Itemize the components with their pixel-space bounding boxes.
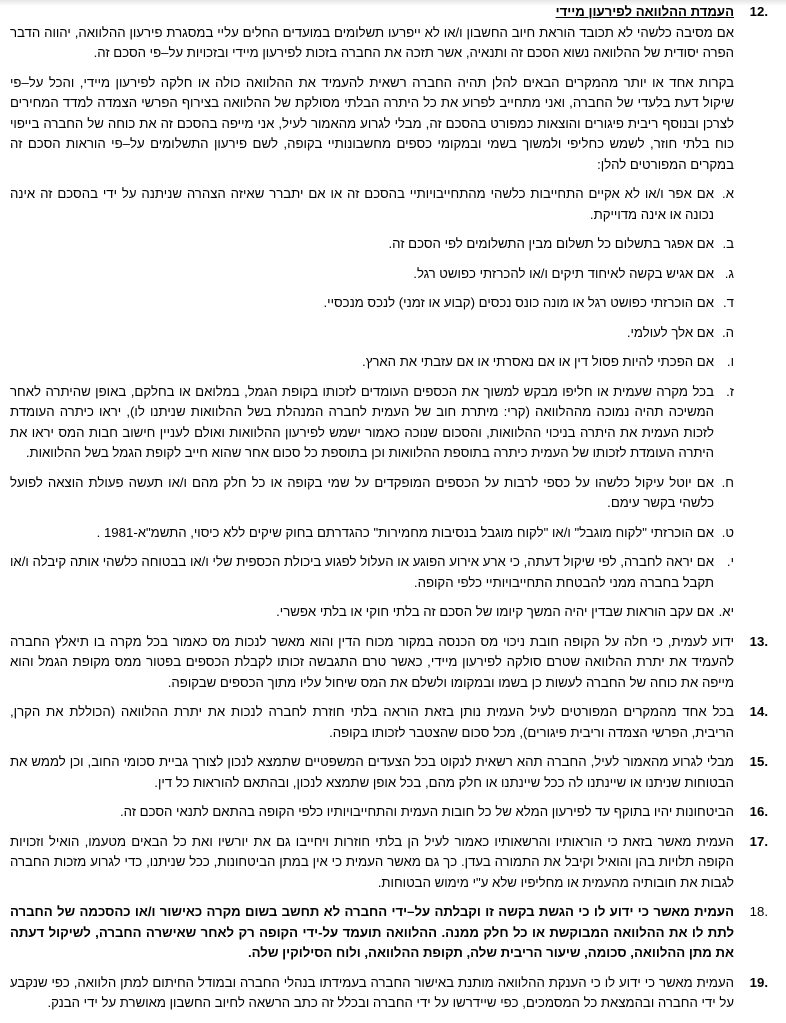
list-item-marker: ב. bbox=[722, 236, 734, 251]
list-item-marker: י. bbox=[726, 554, 734, 569]
section-14 bbox=[10, 702, 768, 743]
list-item-text: אם הוכרזתי "לקוח מוגבל" ו/או "לקוח מוגבל בנסיבות מחמירות" כהגדרתם בחוק שיקים ללא כיסוי, התשמ"א-1981 . bbox=[96, 524, 714, 540]
list-item bbox=[10, 473, 734, 514]
list-item bbox=[10, 523, 734, 544]
list-item-text: אם הפכתי להיות פסול דין או אם נאסרתי או אם עזבתי את הארץ. bbox=[362, 354, 714, 369]
document-page bbox=[10, 2, 768, 1023]
list-item-text: אם אפגר בתשלום כל תשלום מבין התשלומים לפי הסכם זה. bbox=[388, 236, 714, 251]
section-text: מבלי לגרוע מהאמור לעיל, החברה תהא רשאית לנקוט בכל הצעדים המשפטיים שתמצא לנכון לצורך גביית סכומי החוב, וכן לממש את הבטוחות שניתנו או שיינתנו לה ככל שיינתנו או חלק מהם, בכל אופן שתמצא לנכון, ובהתאם להוראות כל דין. bbox=[10, 754, 734, 790]
section-number: 16. bbox=[749, 804, 768, 819]
section-text: העמית מאשר כי ידוע לו כי הענקת ההלוואה מותנת באישור החברה בעמידתו בנהלי החברה ובמודל החיתום למתן הלוואה, כפי שנקבע על ידי החברה ובהמצאת כל המסמכים, כפי שיידרשו על ידי החברה ובכלל זה כתב הרשאה לחיוב החשבון מאושרת על ידי הבנק. bbox=[10, 974, 734, 1010]
section-15 bbox=[10, 752, 768, 793]
list-item-marker: ד. bbox=[723, 295, 734, 310]
list-item bbox=[10, 602, 734, 623]
list-item-marker: ג. bbox=[724, 265, 734, 281]
section-number: 14. bbox=[749, 704, 768, 719]
list-item-marker: ה. bbox=[721, 324, 734, 340]
section-number: 12. bbox=[749, 4, 768, 19]
section-number: 15. bbox=[749, 754, 768, 769]
section-17 bbox=[10, 832, 768, 894]
list-item-marker: ח. bbox=[721, 474, 734, 490]
list-item-text: אם אגיש בקשה לאיחוד תיקים ו/או להכרזתי כפושט רגל. bbox=[413, 265, 714, 281]
section-12-paragraph-2: בקרות אחד או יותר מהמקרים הבאים להלן תהיה החברה רשאית להעמיד את ההלוואה כולה או חלקה לפירעון מיידי, והכל על–פי שיקול דעת בלעדי של החברה, ואני מתחייב לפרוע את כל היתרה הבלתי מסולקת של ההלוואה בצירוף הפרשי הצמדה למדד המחירים לצרכן ובנוסף ריבית פיגורים והוצאות כמפורט בהסכם זה, מבלי לגרוע מהאמור לעיל, אני מייפה בהסכם זה את כוחה של החברה בייפוי כוח בלתי חוזר, לשמש כחליפי ולמשוך בשמי ובמקומי כספים מחשבונותיי בקופה, לשם פירעון התשלומים על–פי הוראות הסכם זה במקרים המפורטים להלן: bbox=[10, 74, 734, 172]
list-item-marker: יא. bbox=[718, 604, 734, 619]
list-item-text: אם אלך לעולמי. bbox=[626, 324, 714, 340]
section-text: העמית מאשר בזאת כי הוראותיו והרשאותיו כאמור לעיל הן בלתי חוזרות ויחייבו גם את יורשיו ואת כל הבאים מטעמו, הואיל וזכויות הקופה תלויות בהן והואיל וקיבל את התמורה בעדן. כך גם מאשר העמית כי אין במתן הביטחונות, ככל שניתנו, כדי לגרוע מזכות החברה לגבות את חובותיה מהעמית או מחליפיו שלא ע"י מימוש הבטוחות. bbox=[10, 833, 734, 890]
list-item-text: אם הוכרזתי כפושט רגל או מונה כונס נכסים (קבוע או זמני) לנכס מנכסיי. bbox=[323, 295, 714, 310]
section-18 bbox=[10, 902, 768, 964]
section-19 bbox=[10, 973, 768, 1014]
list-item-text: אם יראה לחברה, לפי שיקול דעתה, כי ארע אירוע הפוגע או העלול לפגוע ביכולת הכספית שלי ו/או בבטוחה כלשהי אותה קיבלה ו/או תקבל בחברה ממני להבטחת התחייבויותיי כלפי הקופה. bbox=[10, 554, 714, 590]
list-item bbox=[10, 293, 734, 314]
section-number: 13. bbox=[749, 633, 768, 649]
section-12 bbox=[10, 2, 768, 623]
list-item-marker: ז. bbox=[726, 383, 734, 399]
list-item bbox=[10, 382, 734, 464]
list-item bbox=[10, 323, 734, 344]
section-13 bbox=[10, 632, 768, 694]
list-item-marker: ו. bbox=[726, 354, 734, 369]
section-16 bbox=[10, 802, 768, 823]
section-number: 18. bbox=[749, 904, 768, 919]
section-text: בכל אחד מהמקרים המפורטים לעיל העמית נותן בזאת הוראה בלתי חוזרת לחברה לנכות את יתרת ההלוואה (הכוללת את הקרן, הריבית, הפרשי הצמדה וריבית פיגורים), מכל סכום שהצטבר לזכותו בקופה. bbox=[10, 704, 734, 740]
events-list bbox=[10, 184, 734, 623]
section-text: הביטחונות יהיו בתוקף עד לפירעון המלא של כל חובות העמית והתחייבויותיו כלפי הקופה בהתאם לתנאי הסכם זה. bbox=[119, 804, 734, 819]
list-item bbox=[10, 352, 734, 373]
list-item-text: אם יוטל עיקול כלשהו על כספי לרבות על הכספים המופקדים על שמי בקופה או כל חלק מהם ו/או תעשה פעולת הוצאה לפועל כלשהי בקשר עימם. bbox=[10, 474, 714, 510]
list-item-text: אם אפר ו/או לא אקיים התחייבות כלשהי מהתחייבויותיי בהסכם זה או אם יתברר שאיזה הצהרה שניתנה על ידי בהסכם זה אינה נכונה או אינה מדוייקת. bbox=[10, 186, 714, 222]
section-number: 19. bbox=[749, 974, 768, 990]
section-12-paragraph-1: אם מסיבה כלשהי לא תכובד הוראת חיוב החשבון ו/או לא ייפרעו תשלומים במועדים החלים עליי במסגרת פירעון ההלוואה, יהווה הדבר הפרה יסודית של ההלוואה נשוא הסכם זה ותנאיה, אשר תזכה את החברה בזכות לפירעון מיידי ובזכויות על–פי הסכם זה. bbox=[10, 24, 734, 60]
list-item-text: אם עקב הוראות שבדין יהיה המשך קיומו של הסכם זה בלתי חוקי או בלתי אפשרי. bbox=[276, 604, 714, 619]
section-title: העמדת ההלוואה לפירעון מיידי bbox=[555, 4, 734, 19]
section-number: 17. bbox=[749, 833, 768, 849]
section-text: ידוע לעמית, כי חלה על הקופה חובת ניכוי מס הכנסה במקור מכוח הדין והוא מאשר לנכות מס כאמור בכל מקרה בו תיאלץ החברה להעמיד את יתרת ההלוואה שטרם סולקה לפירעון מיידי, כאשר טרם התגבשה זכותו לקבלת הכספים בפטור ממס מקופת הגמל והוא מייפה את כוחה של החברה לעשות כן בשמו ובמקומו ולשלם את המס שיחול עליו מתוך הכספים שבקופה. bbox=[10, 633, 734, 690]
list-item bbox=[10, 184, 734, 225]
list-item-marker: ט. bbox=[721, 524, 734, 540]
list-item-text: בכל מקרה שעמית או חליפו מבקש למשוך את הכספים העומדים לזכותו בקופת הגמל, במלואם או בחלקם, באופן שהיתרה לאחר המשיכה תהיה נמוכה מההלוואה (קרי: מיתרת חוב של העמית לחברה המנהלת בשל ההלוואות שניתנו לו), יראו כיתרה העומדת לזכות העמית את היתרה בניכוי ההלוואות, והסכום שנוכה כאמור ישמש לפירעון ההלוואות ואולם לעניין חישוב חבות המס יראו את היתרה העומדת לזכותו של העמית כיתרה בתוספת ההלוואות וכן בתוספת כל סכום אחר שהוא חייב לקופת הגמל בשל ההלוואות. bbox=[10, 383, 714, 460]
list-item bbox=[10, 234, 734, 255]
section-text-bold: העמית מאשר כי ידוע לו כי הגשת בקשה זו וקבלתה על–ידי החברה לא תחשב בשום מקרה כאישור ו/או כהסכמה של החברה לתת לו את ההלוואה המבוקשת או כל חלק ממנה. ההלוואה תועמד על-ידי הקופה רק לאחר שאישרה החברה, לשיקול דעתה את מתן ההלוואה, סכומה, שיעור הריבית שלה, תקופת ההלוואה, ולוח הסילוקין שלה. bbox=[10, 904, 734, 960]
list-item bbox=[10, 552, 734, 593]
list-item-marker: א. bbox=[722, 186, 734, 201]
list-item bbox=[10, 264, 734, 285]
